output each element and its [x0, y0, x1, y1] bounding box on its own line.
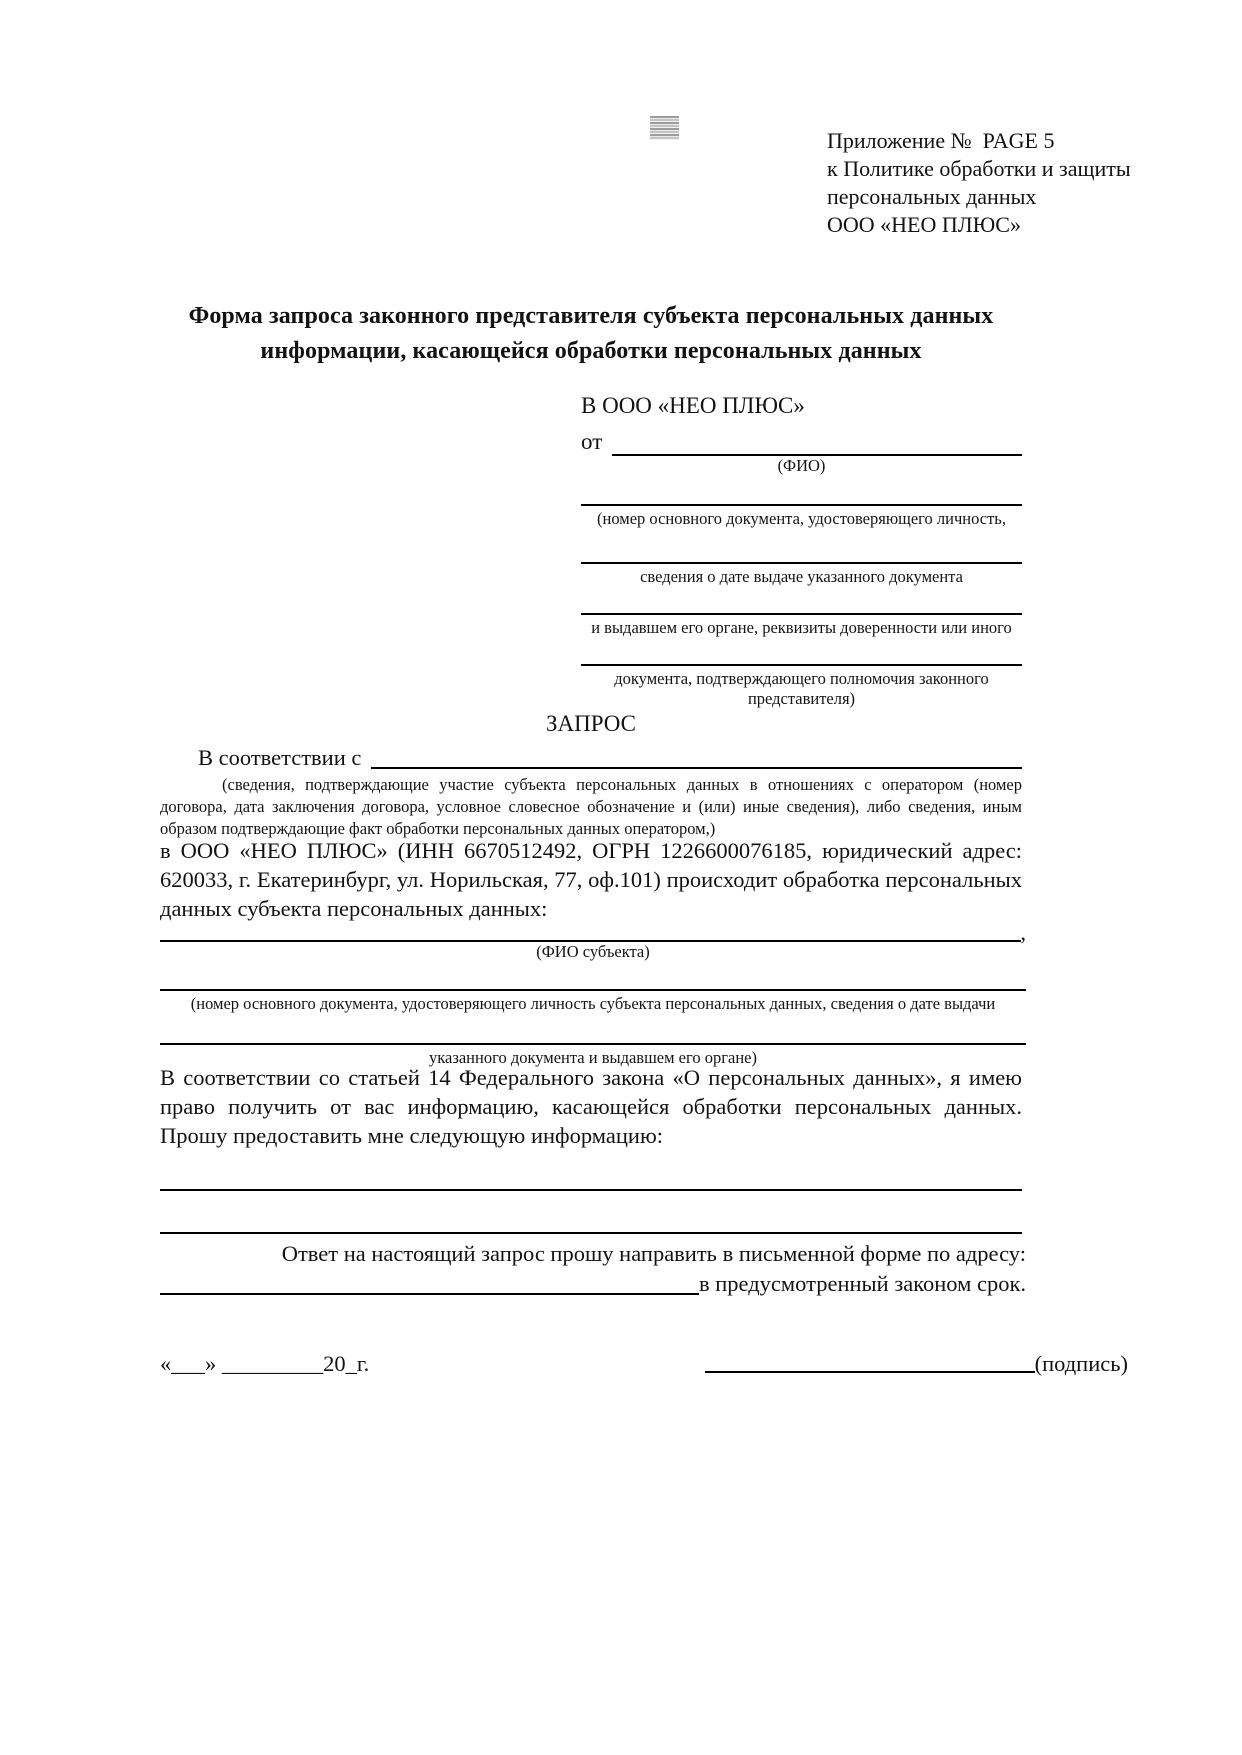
answer-line-2 — [160, 1269, 1026, 1299]
signature-group — [705, 1351, 1128, 1377]
fill-in-line-issuing-authority — [581, 587, 1022, 615]
subject-fields — [160, 920, 1026, 1068]
appendix-header — [827, 127, 1131, 239]
fill-in-line-address — [160, 1293, 699, 1295]
field-caption-fio: (ФИО) — [777, 456, 826, 475]
fill-in-line-signature — [705, 1371, 1035, 1373]
date-line: «___» _________20_г. — [160, 1351, 370, 1376]
fill-in-line-info-2 — [160, 1232, 1022, 1234]
answer-block — [160, 1239, 1026, 1299]
from-label: от — [581, 429, 603, 454]
operator-paragraph: в ООО «НЕО ПЛЮС» (ИНН 6670512492, ОГРН 1226600076185, юридический адрес: 620033, г. Екатеринбург, ул. Норильская, 77, оф.101) происходит обработка персональных данных субъекта персональных данных: — [160, 838, 1022, 921]
fill-in-line-subject-doc — [160, 962, 1026, 991]
signature-caption: (подпись) — [1034, 1351, 1128, 1376]
field-caption-subject-doc: (номер основного документа, удостоверяющего личность субъекта персональных данных, сведения о дате выдачи — [190, 994, 996, 1013]
field-caption-issue-date: сведения о дате выдаче указанного документа — [640, 567, 963, 586]
fill-in-line-info-1 — [160, 1189, 1022, 1191]
fill-in-line-accordance — [371, 767, 1022, 769]
date-signature-row — [160, 1351, 1128, 1377]
request-heading: ЗАПРОС — [545, 711, 637, 736]
answer-line-2-suffix: в предусмотренный законом срок. — [699, 1271, 1026, 1296]
accordance-label: В соответствии с — [198, 745, 362, 770]
field-caption-subject-doc-2: указанного документа и выдавшем его органе) — [429, 1048, 757, 1067]
answer-line-1: Ответ на настоящий запрос прошу направить в письменной форме по адресу: — [281, 1241, 1026, 1266]
appendix-line: ООО «НЕО ПЛЮС» — [827, 212, 1021, 237]
fill-in-line-subject-doc-2 — [160, 1014, 1026, 1045]
field-caption-authority-doc: документа, подтверждающего полномочия законного представителя) — [614, 669, 989, 708]
form-title: Форма запроса законного представителя субъекта персональных данных информации, касающейся обработки персональных данных — [188, 303, 994, 364]
fill-in-line-authority-doc — [581, 638, 1022, 666]
addressee-company: В ООО «НЕО ПЛЮС» — [581, 393, 805, 418]
appendix-line: персональных данных — [827, 184, 1037, 209]
field-caption-subject-fio: (ФИО субъекта) — [536, 942, 650, 961]
accordance-footnote: (сведения, подтверждающие участие субъекта персональных данных в отношениях с оператором (номер договора, дата заключения договора, условное словесное обозначение и (или) иные сведения), либо сведения, иным образом подтверждающие факт обработки персональных данных оператором,) — [160, 775, 1022, 838]
field-caption-doc-number: (номер основного документа, удостоверяющего личность, — [597, 509, 1006, 528]
text-lines-icon — [650, 116, 679, 140]
fill-in-line-doc-number — [581, 478, 1022, 506]
addressee-block — [581, 392, 1022, 709]
from-row — [581, 428, 1022, 456]
appendix-line: Приложение № PAGE 5 — [827, 128, 1055, 153]
field-caption-issuing-authority: и выдавшем его органе, реквизиты доверенности или иного — [591, 618, 1012, 637]
subject-fio-row — [160, 920, 1026, 945]
fill-in-line-issue-date — [581, 529, 1022, 564]
appendix-line: к Политике обработки и защиты — [827, 156, 1131, 181]
accordance-row — [160, 745, 1022, 771]
law-paragraph: В соответствии со статьей 14 Федерального закона «О персональных данных», я имею право получить от вас информацию, касающейся обработки персональных данных. Прошу предоставить мне следующую информацию: — [160, 1065, 1022, 1148]
trailing-comma: , — [1020, 920, 1026, 945]
